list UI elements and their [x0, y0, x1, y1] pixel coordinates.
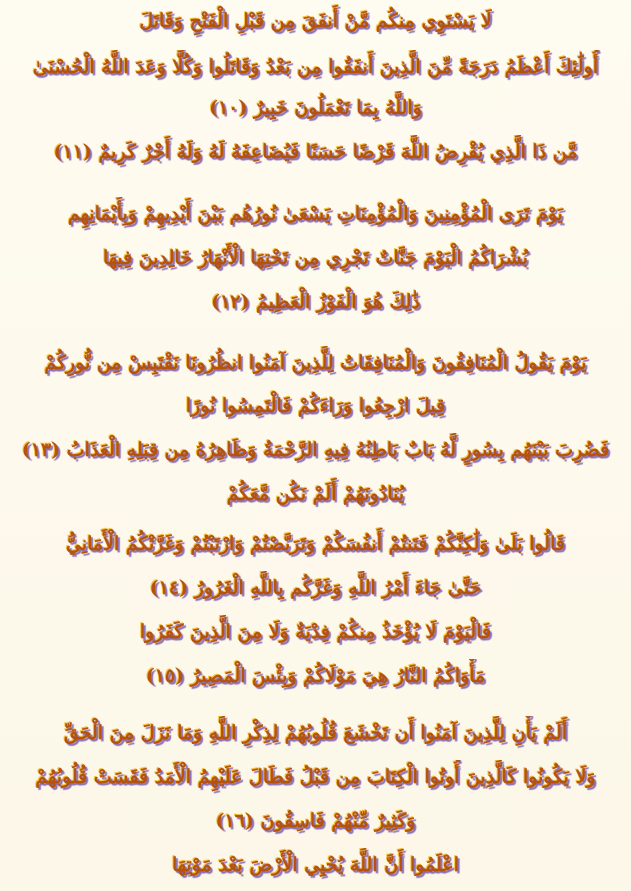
verse-line: مَأْوَاكُمُ النَّارُ هِيَ مَوْلَاكُمْ وَبِئْسَ الْمَصِيرُ (١٥) — [145, 665, 486, 687]
verse-line: قَالُوا بَلَىٰ وَلَٰكِنَّكُمْ فَتَنتُمْ أَنفُسَكُمْ وَتَرَبَّصْتُمْ وَارْتَبْتُمْ وَغَرَّتْكُمُ الْأَمَانِيُّ — [66, 533, 565, 555]
verse-line: يَوْمَ تَرَى الْمُؤْمِنِينَ وَالْمُؤْمِنَاتِ يَسْعَىٰ نُورُهُم بَيْنَ أَيْدِيهِمْ وَبِأَيْمَانِهِم — [68, 203, 563, 225]
verse-line: وَكَثِيرٌ مِّنْهُمْ فَاسِقُونَ (١٦) — [215, 810, 416, 832]
verse-line: لَا يَسْتَوِي مِنكُم مَّنْ أَنفَقَ مِن قَبْلِ الْفَتْحِ وَقَاتَلَ — [139, 10, 492, 32]
verse-line: بُشْرَاكُمُ الْيَوْمَ جَنَّاتٌ تَجْرِي مِن تَحْتِهَا الْأَنْهَارُ خَالِدِينَ فِيهَا — [102, 247, 529, 269]
verse-line: أُولَٰئِكَ أَعْظَمُ دَرَجَةً مِّنَ الَّذِينَ أَنفَقُوا مِن بَعْدُ وَقَاتَلُوا وَكُلًّا وَعَدَ اللَّهُ الْحُسْنَىٰ — [32, 56, 599, 78]
verse-line: فَضُرِبَ بَيْنَهُم بِسُورٍ لَّهُ بَابٌ بَاطِنُهُ فِيهِ الرَّحْمَةُ وَظَاهِرُهُ مِن قِبَلِهِ الْعَذَابُ (١٣) — [21, 439, 610, 461]
verse-line: أَلَمْ يَأْنِ لِلَّذِينَ آمَنُوا أَن تَخْشَعَ قُلُوبُهُمْ لِذِكْرِ اللَّهِ وَمَا نَزَلَ مِنَ الْحَقِّ — [63, 722, 568, 744]
verse-line: اعْلَمُوا أَنَّ اللَّهَ يُحْيِي الْأَرْضَ بَعْدَ مَوْتِهَا — [171, 854, 460, 876]
verse-line: حَتَّىٰ جَاءَ أَمْرُ اللَّهِ وَغَرَّكُم بِاللَّهِ الْغَرُورُ (١٤) — [149, 577, 482, 599]
verse-line: يُنَادُونَهُمْ أَلَمْ نَكُن مَّعَكُمْ — [226, 483, 405, 505]
verse-line: قِيلَ ارْجِعُوا وَرَاءَكُمْ فَالْتَمِسُوا نُورًا — [185, 395, 446, 417]
verse-line: يَوْمَ يَقُولُ الْمُنَافِقُونَ وَالْمُنَافِقَاتُ لِلَّذِينَ آمَنُوا انظُرُونَا نَقْتَبِسْ مِن نُّورِكُمْ — [44, 352, 587, 374]
verse-line: وَلَا يَكُونُوا كَالَّذِينَ أُوتُوا الْكِتَابَ مِن قَبْلُ فَطَالَ عَلَيْهِمُ الْأَمَدُ فَقَسَتْ قُلُوبُهُمْ — [35, 766, 596, 788]
verse-line: فَالْيَوْمَ لَا يُؤْخَذُ مِنكُمْ فِدْيَةٌ وَلَا مِنَ الَّذِينَ كَفَرُوا — [139, 621, 492, 643]
verse-line: مَّن ذَا الَّذِي يُقْرِضُ اللَّهَ قَرْضًا حَسَنًا فَيُضَاعِفَهُ لَهُ وَلَهُ أَجْرٌ كَرِيمٌ (١١) — [53, 141, 578, 163]
verse-line: وَاللَّهُ بِمَا تَعْمَلُونَ خَبِيرٌ (١٠) — [209, 97, 422, 119]
verse-line: ذَٰلِكَ هُوَ الْفَوْزُ الْعَظِيمُ (١٢) — [211, 291, 420, 313]
